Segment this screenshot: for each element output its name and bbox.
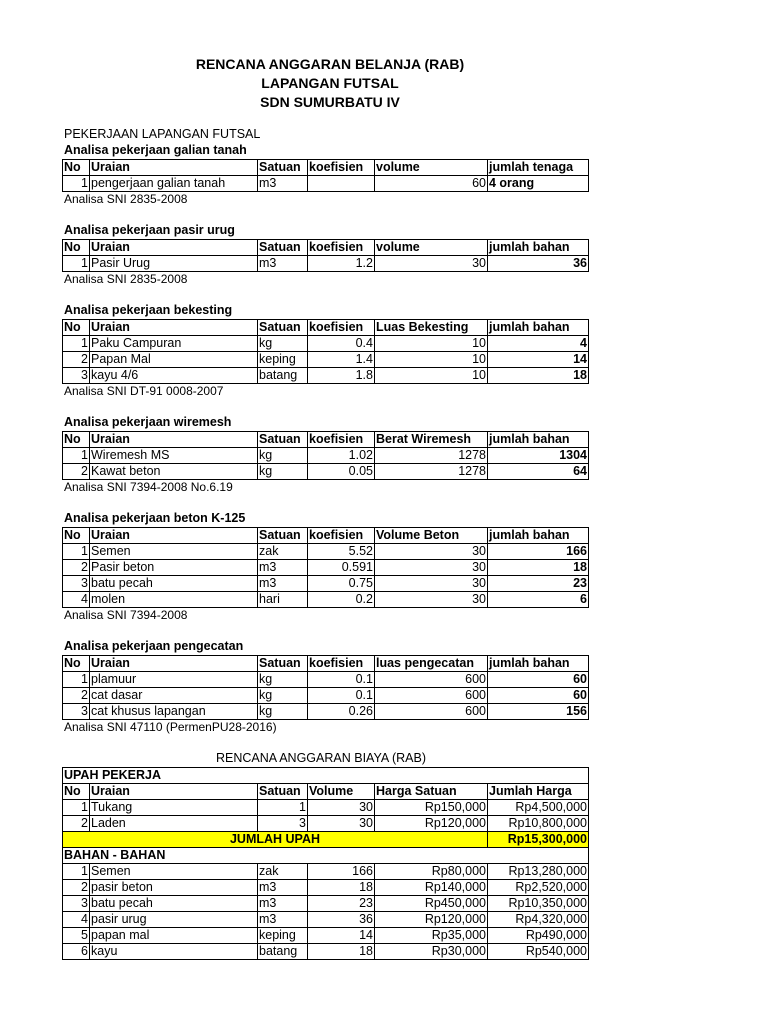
cell-no: 1: [63, 448, 90, 464]
table-row: [63, 448, 589, 464]
table-row: [63, 816, 589, 832]
cell-koefisien: [308, 176, 375, 192]
cell-jumlah: Rp490,000: [488, 928, 589, 944]
cell-satuan: keping: [258, 352, 308, 368]
bekesting-table: [62, 319, 589, 384]
cell-jumlah: 4 orang: [488, 176, 589, 192]
cell-jumlah: 60: [488, 688, 589, 704]
bekesting-title: Analisa pekerjaan bekesting: [64, 303, 233, 317]
cell-volume: Rp80,000: [375, 864, 488, 880]
cell-uraian: Tukang: [90, 800, 258, 816]
rab-title: RENCANA ANGGARAN BIAYA (RAB): [216, 751, 427, 765]
cell-koefisien: 18: [308, 880, 375, 896]
cell-no: 1: [63, 256, 90, 272]
cell-koefisien: 0.2: [308, 592, 375, 608]
header-cell-satuan: Satuan: [258, 784, 308, 800]
cell-no: 1: [63, 864, 90, 880]
cell-satuan: 1: [258, 800, 308, 816]
table-row: [63, 704, 589, 720]
cell-jumlah: 36: [488, 256, 589, 272]
cell-no: 5: [63, 928, 90, 944]
table-row: [63, 576, 589, 592]
cell-uraian: kayu 4/6: [90, 368, 258, 384]
cell-satuan: m3: [258, 912, 308, 928]
cell-koefisien: 0.75: [308, 576, 375, 592]
cell-koefisien: 5.52: [308, 544, 375, 560]
table-header-row: [63, 432, 589, 448]
cell-jumlah: Rp2,520,000: [488, 880, 589, 896]
header-cell-no: No: [63, 784, 90, 800]
header-cell-koefisien: koefisien: [308, 320, 375, 336]
cell-volume: Rp140,000: [375, 880, 488, 896]
beton-table: [62, 527, 589, 608]
cell-jumlah: Rp4,500,000: [488, 800, 589, 816]
table-row: [63, 336, 589, 352]
header-cell-volume: volume: [375, 240, 488, 256]
header-cell-uraian: Uraian: [90, 160, 258, 176]
cell-volume: 600: [375, 672, 488, 688]
cell-no: 2: [63, 880, 90, 896]
cell-satuan: hari: [258, 592, 308, 608]
cell-volume: Rp30,000: [375, 944, 488, 960]
header-cell-no: No: [63, 528, 90, 544]
cell-uraian: papan mal: [90, 928, 258, 944]
cell-volume: 30: [375, 544, 488, 560]
cell-satuan: batang: [258, 944, 308, 960]
header-cell-uraian: Uraian: [90, 320, 258, 336]
cell-uraian: Pasir beton: [90, 560, 258, 576]
pasir-table: [62, 239, 589, 272]
cell-jumlah: Rp10,800,000: [488, 816, 589, 832]
header-cell-koefisien: koefisien: [308, 432, 375, 448]
cell-satuan: kg: [258, 336, 308, 352]
header-cell-koefisien: Volume: [308, 784, 375, 800]
cell-koefisien: 1.4: [308, 352, 375, 368]
header-cell-jumlah: jumlah bahan: [488, 320, 589, 336]
bekesting-note: Analisa SNI DT-91 0008-2007: [64, 384, 224, 398]
cell-jumlah: 60: [488, 672, 589, 688]
pengecatan-table: [62, 655, 589, 720]
cell-volume: Rp450,000: [375, 896, 488, 912]
header-cell-no: No: [63, 240, 90, 256]
cell-satuan: kg: [258, 448, 308, 464]
cell-jumlah: Rp13,280,000: [488, 864, 589, 880]
table-row: [63, 912, 589, 928]
upah-section-title-row: [63, 768, 589, 784]
cell-satuan: zak: [258, 864, 308, 880]
cell-jumlah: 18: [488, 368, 589, 384]
table-row: [63, 352, 589, 368]
table-header-row: [63, 160, 589, 176]
cell-no: 3: [63, 704, 90, 720]
cell-koefisien: 30: [308, 816, 375, 832]
cell-volume: Rp150,000: [375, 800, 488, 816]
cell-jumlah: 6: [488, 592, 589, 608]
table-header-row: [63, 656, 589, 672]
cell-no: 1: [63, 176, 90, 192]
cell-no: 4: [63, 912, 90, 928]
header-cell-volume: volume: [375, 160, 488, 176]
beton-note: Analisa SNI 7394-2008: [64, 608, 188, 622]
cell-no: 2: [63, 560, 90, 576]
cell-satuan: zak: [258, 544, 308, 560]
cell-no: 1: [63, 800, 90, 816]
galian-title: Analisa pekerjaan galian tanah: [64, 143, 247, 157]
cell-uraian: cat dasar: [90, 688, 258, 704]
cell-koefisien: 36: [308, 912, 375, 928]
cell-koefisien: 1.8: [308, 368, 375, 384]
header-cell-jumlah: jumlah tenaga: [488, 160, 589, 176]
pengecatan-note: Analisa SNI 47110 (PermenPU28-2016): [64, 720, 277, 734]
doc-title-line1: RENCANA ANGGARAN BELANJA (RAB): [195, 56, 465, 72]
table-row: [63, 256, 589, 272]
header-cell-jumlah: jumlah bahan: [488, 656, 589, 672]
cell-uraian: Semen: [90, 864, 258, 880]
beton-title: Analisa pekerjaan beton K-125: [64, 511, 246, 525]
cell-volume: 30: [375, 576, 488, 592]
cell-uraian: Kawat beton: [90, 464, 258, 480]
cell-no: 1: [63, 336, 90, 352]
header-cell-uraian: Uraian: [90, 784, 258, 800]
cell-volume: 10: [375, 336, 488, 352]
table-row: [63, 544, 589, 560]
table-row: [63, 880, 589, 896]
cell-koefisien: 0.1: [308, 672, 375, 688]
cell-no: 6: [63, 944, 90, 960]
cell-uraian: pasir urug: [90, 912, 258, 928]
cell-uraian: Pasir Urug: [90, 256, 258, 272]
table-row: [63, 560, 589, 576]
header-cell-volume: Luas Bekesting: [375, 320, 488, 336]
cell-uraian: batu pecah: [90, 896, 258, 912]
table-row: [63, 672, 589, 688]
table-row: [63, 944, 589, 960]
header-cell-volume: Harga Satuan: [375, 784, 488, 800]
doc-title-line3: SDN SUMURBATU IV: [260, 94, 400, 110]
cell-uraian: Papan Mal: [90, 352, 258, 368]
galian-table: [62, 159, 589, 192]
wiremesh-table: [62, 431, 589, 480]
table-header-row: [63, 784, 589, 800]
cell-volume: 600: [375, 688, 488, 704]
cell-satuan: kg: [258, 688, 308, 704]
header-cell-jumlah: jumlah bahan: [488, 240, 589, 256]
header-cell-satuan: Satuan: [258, 528, 308, 544]
doc-title-line2: LAPANGAN FUTSAL: [261, 75, 399, 91]
cell-volume: 30: [375, 592, 488, 608]
cell-satuan: m3: [258, 576, 308, 592]
wiremesh-title: Analisa pekerjaan wiremesh: [64, 415, 232, 429]
cell-no: 2: [63, 688, 90, 704]
cell-koefisien: 1.2: [308, 256, 375, 272]
cell-satuan: m3: [258, 560, 308, 576]
cell-uraian: pasir beton: [90, 880, 258, 896]
pasir-title: Analisa pekerjaan pasir urug: [64, 223, 235, 237]
cell-volume: Rp35,000: [375, 928, 488, 944]
cell-satuan: kg: [258, 704, 308, 720]
table-row: [63, 688, 589, 704]
cell-volume: 600: [375, 704, 488, 720]
cell-jumlah: Rp4,320,000: [488, 912, 589, 928]
jumlah-upah-value: Rp15,300,000: [488, 832, 589, 848]
table-header-row: [63, 320, 589, 336]
table-row: [63, 800, 589, 816]
wiremesh-note: Analisa SNI 7394-2008 No.6.19: [64, 480, 233, 494]
cell-uraian: plamuur: [90, 672, 258, 688]
cell-volume: 30: [375, 256, 488, 272]
cell-satuan: m3: [258, 880, 308, 896]
jumlah-upah-row: [63, 832, 589, 848]
header-cell-uraian: Uraian: [90, 656, 258, 672]
cell-koefisien: 18: [308, 944, 375, 960]
cell-no: 1: [63, 544, 90, 560]
cell-satuan: m3: [258, 896, 308, 912]
header-cell-no: No: [63, 656, 90, 672]
pengecatan-title: Analisa pekerjaan pengecatan: [64, 639, 244, 653]
header-cell-koefisien: koefisien: [308, 656, 375, 672]
cell-jumlah: 64: [488, 464, 589, 480]
cell-uraian: kayu: [90, 944, 258, 960]
cell-volume: 1278: [375, 448, 488, 464]
cell-uraian: batu pecah: [90, 576, 258, 592]
header-cell-uraian: Uraian: [90, 432, 258, 448]
cell-koefisien: 0.4: [308, 336, 375, 352]
cell-koefisien: 166: [308, 864, 375, 880]
header-cell-jumlah: jumlah bahan: [488, 432, 589, 448]
cell-volume: 1278: [375, 464, 488, 480]
cell-volume: Rp120,000: [375, 912, 488, 928]
cell-uraian: Paku Campuran: [90, 336, 258, 352]
cell-koefisien: 0.05: [308, 464, 375, 480]
cell-satuan: kg: [258, 464, 308, 480]
cell-no: 4: [63, 592, 90, 608]
bahan-section-title-row: [63, 848, 589, 864]
table-row: [63, 864, 589, 880]
header-cell-koefisien: koefisien: [308, 160, 375, 176]
header-cell-jumlah: Jumlah Harga: [488, 784, 589, 800]
header-cell-volume: Berat Wiremesh: [375, 432, 488, 448]
table-row: [63, 592, 589, 608]
header-cell-no: No: [63, 432, 90, 448]
cell-jumlah: Rp540,000: [488, 944, 589, 960]
header-cell-uraian: Uraian: [90, 240, 258, 256]
jumlah-upah-label: JUMLAH UPAH: [63, 832, 488, 848]
table-header-row: [63, 240, 589, 256]
cell-no: 2: [63, 464, 90, 480]
cell-jumlah: 156: [488, 704, 589, 720]
cell-uraian: molen: [90, 592, 258, 608]
cell-jumlah: Rp10,350,000: [488, 896, 589, 912]
cell-koefisien: 0.26: [308, 704, 375, 720]
table-row: [63, 176, 589, 192]
header-cell-koefisien: koefisien: [308, 528, 375, 544]
table-row: [63, 368, 589, 384]
header-cell-koefisien: koefisien: [308, 240, 375, 256]
cell-koefisien: 14: [308, 928, 375, 944]
galian-note: Analisa SNI 2835-2008: [64, 192, 188, 206]
cell-no: 1: [63, 672, 90, 688]
header-cell-uraian: Uraian: [90, 528, 258, 544]
cell-volume: 10: [375, 352, 488, 368]
header-cell-satuan: Satuan: [258, 432, 308, 448]
bahan-section-title: BAHAN - BAHAN: [63, 848, 589, 864]
header-cell-volume: luas pengecatan: [375, 656, 488, 672]
cell-uraian: pengerjaan galian tanah: [90, 176, 258, 192]
table-row: [63, 896, 589, 912]
cell-jumlah: 166: [488, 544, 589, 560]
pasir-note: Analisa SNI 2835-2008: [64, 272, 188, 286]
cell-koefisien: 1.02: [308, 448, 375, 464]
cell-uraian: Laden: [90, 816, 258, 832]
table-row: [63, 928, 589, 944]
cell-jumlah: 23: [488, 576, 589, 592]
cell-uraian: Semen: [90, 544, 258, 560]
cell-no: 2: [63, 816, 90, 832]
cell-volume: Rp120,000: [375, 816, 488, 832]
cell-no: 2: [63, 352, 90, 368]
header-cell-satuan: Satuan: [258, 656, 308, 672]
header-cell-jumlah: jumlah bahan: [488, 528, 589, 544]
cell-jumlah: 18: [488, 560, 589, 576]
cell-volume: 60: [375, 176, 488, 192]
cell-uraian: Wiremesh MS: [90, 448, 258, 464]
header-cell-no: No: [63, 320, 90, 336]
cell-satuan: batang: [258, 368, 308, 384]
header-cell-satuan: Satuan: [258, 240, 308, 256]
cell-satuan: m3: [258, 176, 308, 192]
cell-no: 3: [63, 896, 90, 912]
header-cell-no: No: [63, 160, 90, 176]
cell-satuan: kg: [258, 672, 308, 688]
cell-satuan: keping: [258, 928, 308, 944]
cell-koefisien: 0.591: [308, 560, 375, 576]
cell-volume: 10: [375, 368, 488, 384]
cell-koefisien: 30: [308, 800, 375, 816]
cell-satuan: m3: [258, 256, 308, 272]
cell-koefisien: 23: [308, 896, 375, 912]
table-header-row: [63, 528, 589, 544]
cell-no: 3: [63, 576, 90, 592]
cell-satuan: 3: [258, 816, 308, 832]
section-title: PEKERJAAN LAPANGAN FUTSAL: [64, 127, 261, 141]
table-row: [63, 464, 589, 480]
cell-volume: 30: [375, 560, 488, 576]
cell-koefisien: 0.1: [308, 688, 375, 704]
cell-jumlah: 1304: [488, 448, 589, 464]
cell-no: 3: [63, 368, 90, 384]
header-cell-satuan: Satuan: [258, 160, 308, 176]
cell-jumlah: 4: [488, 336, 589, 352]
upah-section-title: UPAH PEKERJA: [63, 768, 589, 784]
header-cell-volume: Volume Beton: [375, 528, 488, 544]
cell-uraian: cat khusus lapangan: [90, 704, 258, 720]
header-cell-satuan: Satuan: [258, 320, 308, 336]
cell-jumlah: 14: [488, 352, 589, 368]
rab-table: [62, 767, 589, 960]
